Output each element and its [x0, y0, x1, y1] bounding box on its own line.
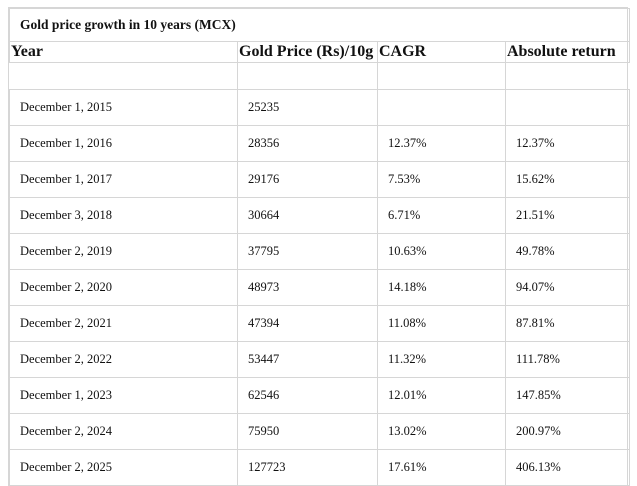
table-row	[10, 162, 630, 198]
cell-absolute-return	[506, 90, 630, 126]
cell-cagr	[378, 90, 506, 126]
table-row	[10, 342, 630, 378]
table-row	[10, 270, 630, 306]
spacer-cell	[378, 63, 506, 90]
cell-cagr: 7.53%	[378, 162, 506, 198]
cell-year: December 2, 2021	[10, 306, 238, 342]
cell-year: December 2, 2022	[10, 342, 238, 378]
table-title: Gold price growth in 10 years (MCX)	[10, 9, 630, 42]
table-row	[10, 450, 630, 486]
table-row	[10, 378, 630, 414]
table-title-row	[10, 9, 630, 42]
cell-absolute-return: 200.97%	[506, 414, 630, 450]
gold-price-table	[9, 8, 630, 486]
cell-cagr: 12.37%	[378, 126, 506, 162]
cell-year: December 2, 2024	[10, 414, 238, 450]
cell-cagr: 17.61%	[378, 450, 506, 486]
cell-absolute-return: 111.78%	[506, 342, 630, 378]
cell-price: 75950	[238, 414, 378, 450]
cell-cagr: 6.71%	[378, 198, 506, 234]
table-row	[10, 90, 630, 126]
cell-price: 47394	[238, 306, 378, 342]
cell-absolute-return: 49.78%	[506, 234, 630, 270]
spacer-cell	[10, 63, 238, 90]
cell-year: December 1, 2015	[10, 90, 238, 126]
cell-cagr: 11.08%	[378, 306, 506, 342]
cell-cagr: 12.01%	[378, 378, 506, 414]
cell-year: December 1, 2023	[10, 378, 238, 414]
cell-price: 53447	[238, 342, 378, 378]
cell-year: December 2, 2025	[10, 450, 238, 486]
cell-year: December 1, 2017	[10, 162, 238, 198]
column-header-cagr: CAGR	[378, 42, 506, 63]
cell-year: December 1, 2016	[10, 126, 238, 162]
cell-price: 25235	[238, 90, 378, 126]
table-spacer-row	[10, 63, 630, 90]
spacer-cell	[506, 63, 630, 90]
cell-year: December 2, 2020	[10, 270, 238, 306]
cell-price: 37795	[238, 234, 378, 270]
cell-cagr: 13.02%	[378, 414, 506, 450]
cell-cagr: 11.32%	[378, 342, 506, 378]
spacer-cell	[238, 63, 378, 90]
cell-year: December 3, 2018	[10, 198, 238, 234]
cell-price: 62546	[238, 378, 378, 414]
table-row	[10, 306, 630, 342]
column-header-absolute-return: Absolute return	[506, 42, 630, 63]
column-header-gold-price: Gold Price (Rs)/10g	[238, 42, 378, 63]
table-row	[10, 414, 630, 450]
table-row	[10, 126, 630, 162]
cell-absolute-return: 87.81%	[506, 306, 630, 342]
cell-cagr: 10.63%	[378, 234, 506, 270]
column-header-year: Year	[10, 42, 238, 63]
cell-price: 30664	[238, 198, 378, 234]
cell-absolute-return: 406.13%	[506, 450, 630, 486]
cell-price: 29176	[238, 162, 378, 198]
gold-price-table-container	[8, 7, 628, 486]
cell-absolute-return: 15.62%	[506, 162, 630, 198]
cell-year: December 2, 2019	[10, 234, 238, 270]
table-row	[10, 234, 630, 270]
cell-price: 127723	[238, 450, 378, 486]
cell-price: 28356	[238, 126, 378, 162]
cell-price: 48973	[238, 270, 378, 306]
cell-absolute-return: 94.07%	[506, 270, 630, 306]
cell-absolute-return: 147.85%	[506, 378, 630, 414]
cell-absolute-return: 21.51%	[506, 198, 630, 234]
cell-cagr: 14.18%	[378, 270, 506, 306]
cell-absolute-return: 12.37%	[506, 126, 630, 162]
table-row	[10, 198, 630, 234]
table-header-row	[10, 42, 630, 63]
